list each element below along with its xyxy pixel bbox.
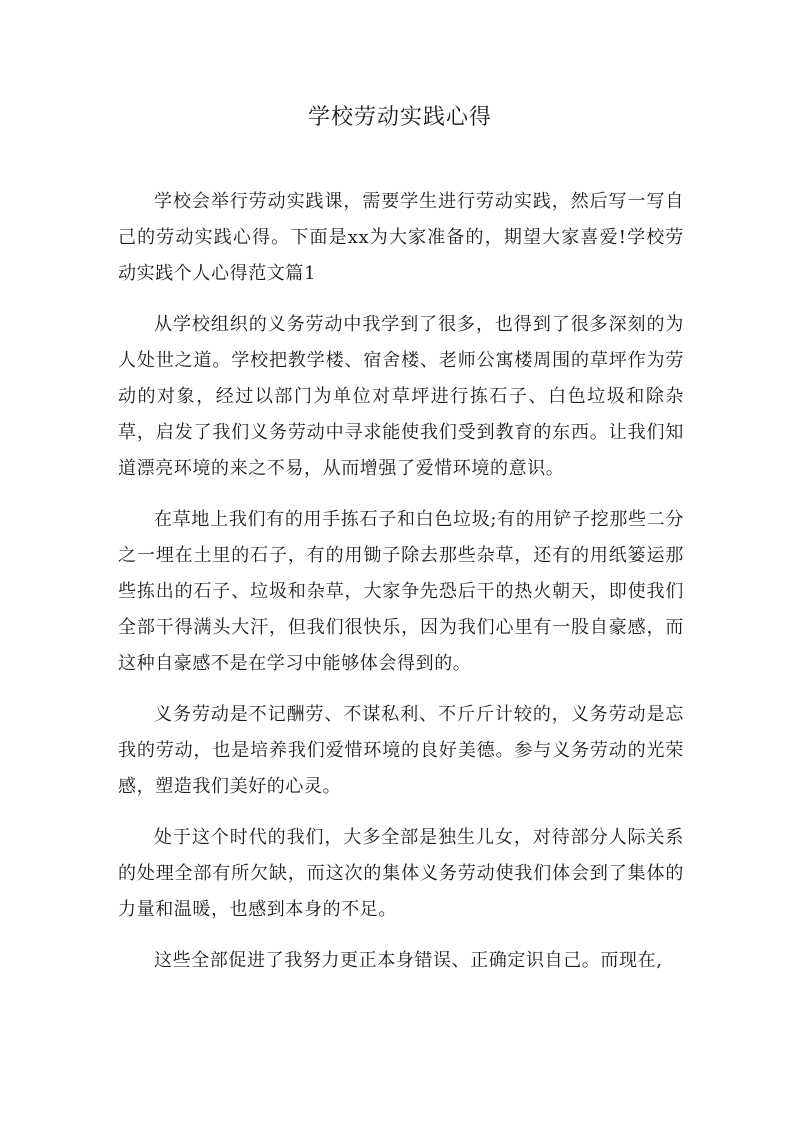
paragraph-grass-work: 在草地上我们有的用手拣石子和白色垃圾;有的用铲子挖那些二分之一埋在土里的石子，有的用锄子除去那些杂草，还有的用纸篓运那些拣出的石子、垃圾和杂草，大家争先恐后干的热火朝天，即使我们全部干得满头大汗，但我们很快乐，因为我们心里有一股自豪感，而这种自豪感不是在学习中能够体会得到的。	[118, 509, 684, 674]
document-body	[118, 184, 684, 994]
paragraph-collective: 处于这个时代的我们，大多全部是独生儿女，对待部分人际关系的处理全部有所欠缺，而这次的集体义务劳动使我们体会到了集体的力量和温暖，也感到本身的不足。	[118, 827, 684, 920]
paragraph-continuation: 这些全部促进了我努力更正本身错误、正确定识自己。而现在,	[154, 950, 663, 971]
paragraph-voluntary-labor: 义务劳动是不记酬劳、不谋私利、不斤斤计较的，义务劳动是忘我的劳动，也是培养我们爱惜环境的良好美德。参与义务劳动的光荣感，塑造我们美好的心灵。	[118, 704, 684, 797]
paragraph-learning: 从学校组织的义务劳动中我学到了很多，也得到了很多深刻的为人处世之道。学校把教学楼、宿舍楼、老师公寓楼周围的草坪作为劳动的对象，经过以部门为单位对草坪进行拣石子、白色垃圾和除杂草，启发了我们义务劳动中寻求能使我们受到教育的东西。让我们知道漂亮环境的来之不易，从而增强了爱惜环境的意识。	[118, 314, 684, 479]
paragraph-intro: 学校会举行劳动实践课，需要学生进行劳动实践，然后写一写自己的劳动实践心得。下面是xx为大家准备的，期望大家喜爱!学校劳动实践个人心得范文篇1	[118, 191, 684, 284]
document-title: 学校劳动实践心得	[307, 105, 492, 130]
